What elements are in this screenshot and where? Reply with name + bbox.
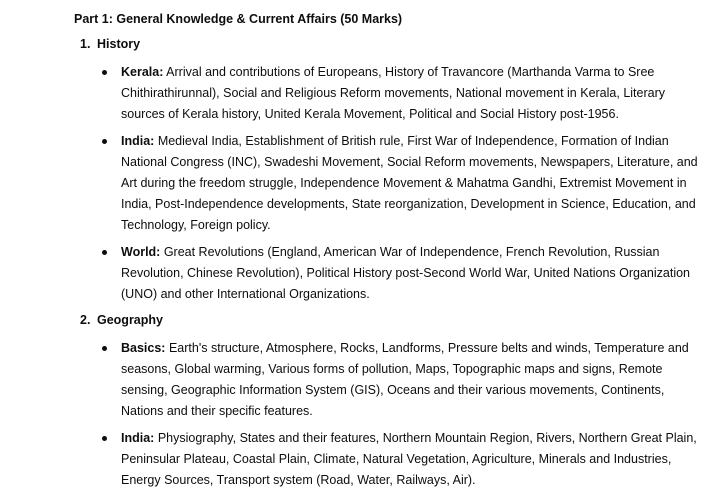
item-text: Physiography, States and their features, Northern Mountain Region, Rivers, Northern Great Plain, Peninsular Plateau, Coastal Plain, Climate, Natural Vegetation, Agriculture, Minerals and Industries, Energy Sources, Transport system (Road, Water, Railways, Air). bbox=[121, 431, 697, 487]
item-text: Great Revolutions (England, American War of Independence, French Revolution, Russian Revolution, Chinese Revolution), Political History post-Second World War, United Nations Organization (UNO) and other International Organizations. bbox=[121, 245, 691, 301]
bullet-list bbox=[74, 62, 704, 305]
item-text: Medieval India, Establishment of British rule, First War of Independence, Formation of Indian National Congress (INC), Swadeshi Movement, Social Reform movements, Newspapers, Literature, and Art during the freedom struggle, Independence Movement & Mahatma Gandhi, Extremist Movement in India, Post-Independence developments, State reorganization, Development in Science, Education, and Technology, Foreign policy. bbox=[121, 134, 698, 232]
item-text: Earth's structure, Atmosphere, Rocks, Landforms, Pressure belts and winds, Temperature and seasons, Global warming, Various forms of pollution, Maps, Topographic maps and signs, Remote sensing, Geographic Information System (GIS), Oceans and their various movements, Continents, Nations and their specific features. bbox=[121, 341, 689, 418]
bullet-icon bbox=[102, 346, 107, 351]
part-title: Part 1: General Knowledge & Current Affairs (50 Marks) bbox=[74, 12, 403, 26]
section-heading bbox=[80, 311, 704, 329]
item-label: Kerala: bbox=[121, 65, 164, 79]
section-title: History bbox=[97, 37, 141, 51]
list-item bbox=[74, 242, 704, 305]
list-item bbox=[74, 338, 704, 422]
bullet-icon bbox=[102, 139, 107, 144]
document-body bbox=[74, 10, 704, 497]
section-number: 2. bbox=[80, 313, 91, 327]
section-title: Geography bbox=[97, 313, 163, 327]
bullet-icon bbox=[102, 70, 107, 75]
item-label: India: bbox=[121, 431, 155, 445]
item-label: India: bbox=[121, 134, 155, 148]
section-history bbox=[74, 35, 704, 305]
list-item bbox=[74, 428, 704, 491]
list-item bbox=[74, 62, 704, 125]
section-heading bbox=[80, 35, 704, 53]
section-geography bbox=[74, 311, 704, 491]
item-text: Arrival and contributions of Europeans, History of Travancore (Marthanda Varma to Sree Chithirathirunnal), Social and Religious Reform movements, National movement in Kerala, Literary sources of Kerala history, United Kerala Movement, Political and Social History post-1956. bbox=[121, 65, 665, 121]
item-label: Basics: bbox=[121, 341, 166, 355]
bullet-icon bbox=[102, 250, 107, 255]
section-number: 1. bbox=[80, 37, 91, 51]
bullet-icon bbox=[102, 436, 107, 441]
bullet-list bbox=[74, 338, 704, 491]
list-item bbox=[74, 131, 704, 236]
item-label: World: bbox=[121, 245, 161, 259]
